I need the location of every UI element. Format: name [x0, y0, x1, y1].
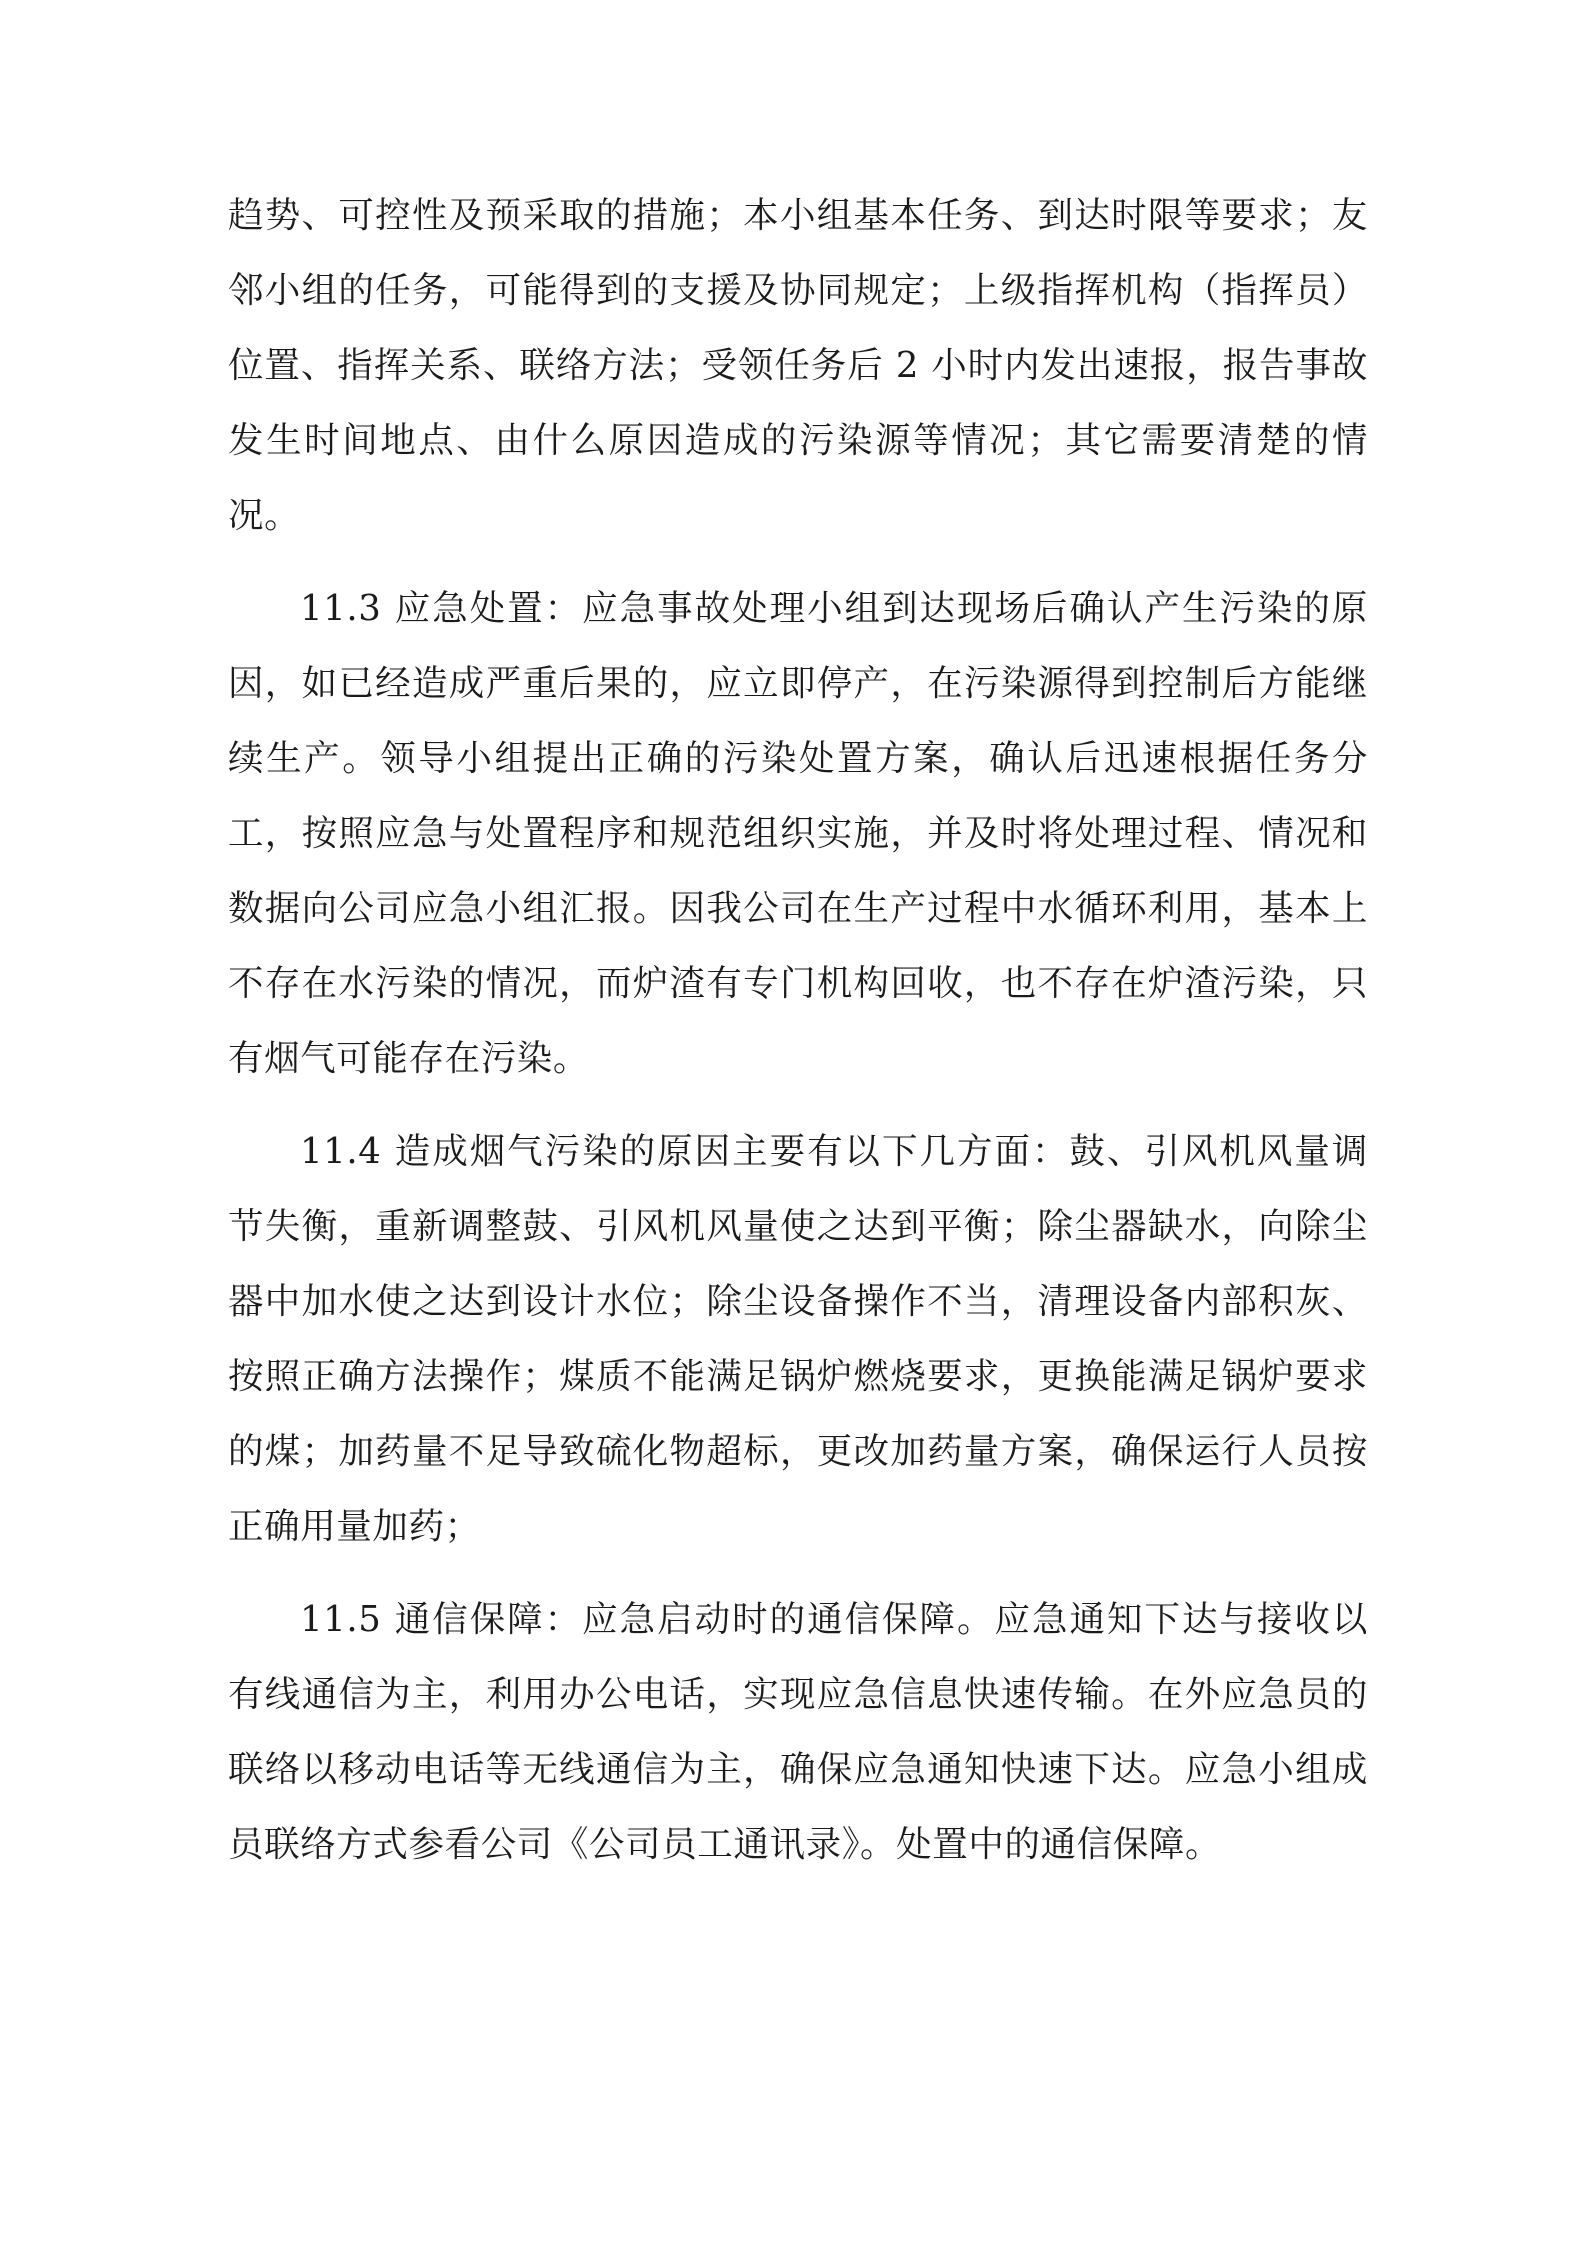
- paragraph-11-5: 11.5 通信保障：应急启动时的通信保障。应急通知下达与接收以有线通信为主，利用办公电话，实现应急信息快速传输。在外应急员的联络以移动电话等无线通信为主，确保应急通知快速下达。应急小组成员联络方式参看公司《公司员工通讯录》。处置中的通信保障。: [228, 1599, 1368, 1865]
- paragraph-11-3: 11.3 应急处置：应急事故处理小组到达现场后确认产生污染的原因，如已经造成严重后果的，应立即停产，在污染源得到控制后方能继续生产。领导小组提出正确的污染处置方案，确认后迅速根据任务分工，按照应急与处置程序和规范组织实施，并及时将处理过程、情况和数据向公司应急小组汇报。因我公司在生产过程中水循环利用，基本上不存在水污染的情况，而炉渣有专门机构回收，也不存在炉渣污染，只有烟气可能存在污染。: [228, 588, 1368, 1079]
- paragraph-11-4: 11.4 造成烟气污染的原因主要有以下几方面：鼓、引风机风量调节失衡，重新调整鼓、引风机风量使之达到平衡；除尘器缺水，向除尘器中加水使之达到设计水位；除尘设备操作不当，清理设备内部积灰、按照正确方法操作；煤质不能满足锅炉燃烧要求，更换能满足锅炉要求的煤；加药量不足导致硫化物超标，更改加药量方案，确保运行人员按正确用量加药；: [228, 1131, 1368, 1547]
- paragraph-continued: 趋势、可控性及预采取的措施；本小组基本任务、到达时限等要求；友邻小组的任务，可能得到的支援及协同规定；上级指挥机构（指挥员）位置、指挥关系、联络方法；受领任务后 2 小时内发出速报，报告事故发生时间地点、由什么原因造成的污染源等情况；其它需要清楚的情况。: [228, 195, 1368, 536]
- page-body: [228, 178, 1368, 1882]
